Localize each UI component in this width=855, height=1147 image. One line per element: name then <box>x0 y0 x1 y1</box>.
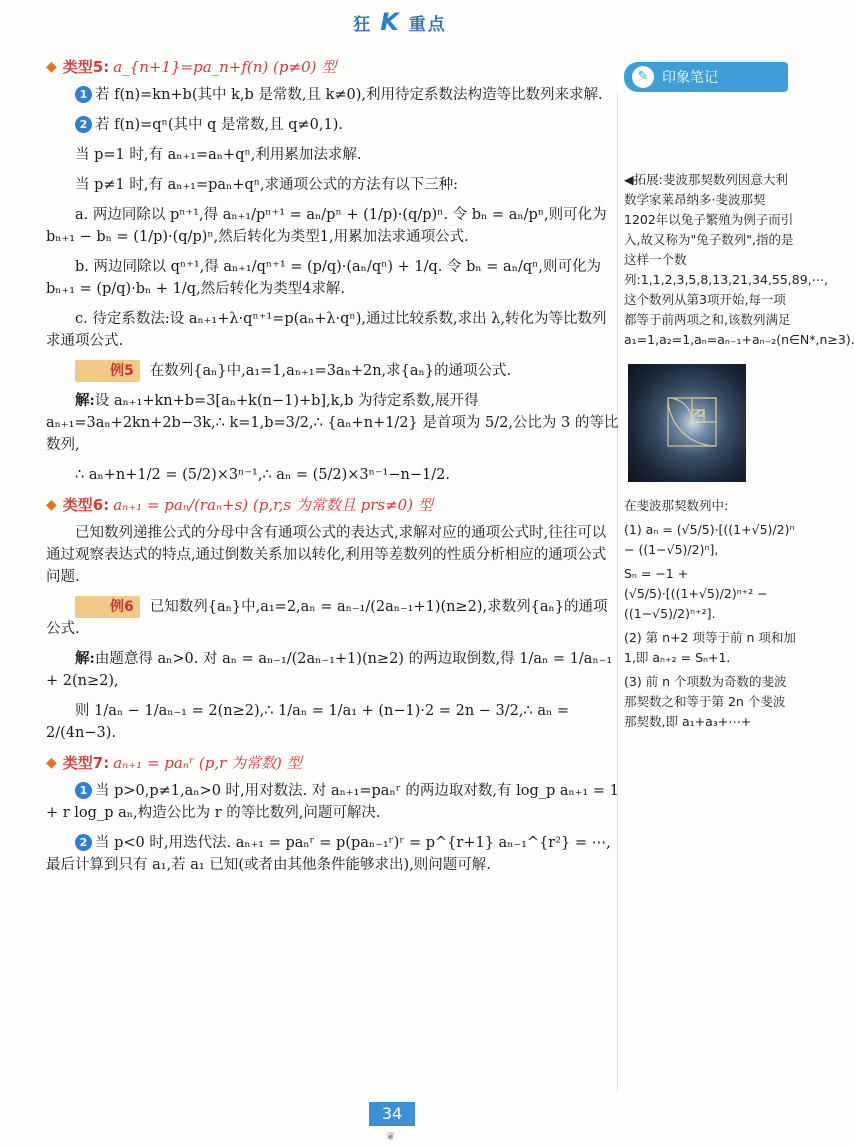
header-k-logo: K <box>380 8 401 36</box>
sidebar-fib-formula1: (1) aₙ = (√5/5)·[((1+√5)/2)ⁿ − ((1−√5)/2)ⁿ], <box>624 522 795 557</box>
type5-method-b: b. 两边同除以 qⁿ⁺¹,得 aₙ₊₁/qⁿ⁺¹ = (p/q)·(aₙ/qⁿ) + 1/q. 令 bₙ = aₙ/qⁿ,则可化为 bₙ₊₁ = (p/q)·bₙ + 1/q,然后转化为类型4求解. <box>46 259 602 297</box>
type5-p1-para <box>46 84 620 106</box>
type7-p2: 当 p<0 时,用迭代法. aₙ₊₁ = paₙʳ = p(paₙ₋₁ʳ)ʳ = p^{r+1} aₙ₋₁^{r²} = ⋯,最后计算到只有 a₁,若 a₁ 已知(或者由其他条件能够求出),则问题可解. <box>46 835 611 873</box>
num-2-icon: 2 <box>75 116 92 133</box>
bullet-arrow-icon: ◆ <box>46 755 57 771</box>
type5-p2-para <box>46 114 620 136</box>
example6-question <box>46 596 620 640</box>
num-1-icon: 1 <box>75 782 92 799</box>
notes-tag-label: 印象笔记 <box>662 70 718 86</box>
example5-sol-label: 解: <box>75 392 95 409</box>
type5-method-a: a. 两边同除以 pⁿ⁺¹,得 aₙ₊₁/pⁿ⁺¹ = aₙ/pⁿ + (1/p)·(q/p)ⁿ. 令 bₙ = aₙ/pⁿ,则可化为 bₙ₊₁ − bₙ = (1/p)·(q/p)ⁿ,然后转化为类型1,用累加法求通项公式. <box>46 207 607 245</box>
example5-text: 在数列{aₙ}中,a₁=1,aₙ₊₁=3aₙ+2n,求{aₙ}的通项公式. <box>149 363 512 379</box>
type5-p4: 当 p≠1 时,有 aₙ₊₁=paₙ+qⁿ,求通项公式的方法有以下三种: <box>75 177 459 193</box>
header-left: 狂 <box>353 15 373 35</box>
sidebar-text <box>624 170 855 732</box>
example5-sol1: 设 aₙ₊₁+kn+b=3[aₙ+k(n−1)+b],k,b 为待定系数,展开得 aₙ₊₁=3aₙ+2kn+2b−3k,∴ k=1,b=3/2,∴ {aₙ+n+1/2} 是首项为 5/2,公比为 3 的等比数列, <box>46 393 619 453</box>
sidebar-fib-property2: (2) 第 n+2 项等于前 n 项和加1,即 aₙ₊₂ = Sₙ+1. <box>624 630 796 665</box>
bullet-arrow-icon: ◆ <box>46 59 57 75</box>
notes-tag <box>624 62 788 92</box>
spiral-icon <box>628 364 746 482</box>
example5-solution1 <box>46 390 620 456</box>
type7-title: 类型7: <box>62 754 110 772</box>
sidebar-fib-heading: 在斐波那契数列中: <box>624 498 729 513</box>
main-column <box>46 52 620 884</box>
type7-heading <box>46 752 620 774</box>
sidebar-notes <box>624 62 855 736</box>
example6-text: 已知数列{aₙ}中,a₁=2,aₙ = aₙ₋₁/(2aₙ₋₁+1)(n≥2),求数列{aₙ}的通项公式. <box>46 599 608 637</box>
num-1-icon: 1 <box>75 86 92 103</box>
type7-formula: aₙ₊₁ = paₙʳ (p,r 为常数) 型 <box>113 754 302 772</box>
type7-p2-para <box>46 832 620 876</box>
type5-method-c: c. 待定系数法:设 aₙ₊₁+λ·qⁿ⁺¹=p(aₙ+λ·qⁿ),通过比较系数,求出 λ,转化为等比数列求通项公式. <box>46 311 607 349</box>
lightbulb-icon: ✎ <box>632 66 654 88</box>
fibonacci-spiral-image <box>628 364 746 482</box>
type6-formula: aₙ₊₁ = paₙ/(raₙ+s) (p,r,s 为常数且 prs≠0) 型 <box>113 496 433 514</box>
example6-sol-label: 解: <box>75 650 95 667</box>
sidebar-fib-property3: (3) 前 n 个项数为奇数的斐波那契数之和等于第 2n 个斐波那契数,即 a₁+a₃+⋯+ <box>624 674 787 729</box>
page-number: 34 <box>369 1102 415 1126</box>
num-2-icon: 2 <box>75 834 92 851</box>
type7-p1: 当 p>0,p≠1,aₙ>0 时,用对数法. 对 aₙ₊₁=paₙʳ 的两边取对数,有 log_p aₙ₊₁ = 1 + r log_p aₙ,构造公比为 r 的等比数列,问题可解决. <box>46 783 619 821</box>
example5-tag: 例5 <box>75 360 140 382</box>
type7-p1-para <box>46 780 620 824</box>
example6-solution1 <box>46 648 620 692</box>
type5-p1: 若 f(n)=kn+b(其中 k,b 是常数,且 k≠0),利用待定系数法构造等比数列来求解. <box>95 87 603 103</box>
page-header <box>0 8 800 36</box>
header-right: 重点 <box>408 15 447 35</box>
type6-title: 类型6: <box>62 496 110 514</box>
sidebar-fibonacci-intro: ◀拓展:斐波那契数列因意大利数学家莱昂纳多·斐波那契1202年以兔子繁殖为例子而引入,故又称为"兔子数列",指的是这样一个数列:1,1,2,3,5,8,13,21,34,55,89,⋯,这个数列从第3项开始,每一项都等于前两项之和,该数列满足 a₁=1,a₂=1,aₙ=aₙ₋₁+aₙ₋₂(n∈N*,n≥3). <box>624 172 855 347</box>
type5-p2: 若 f(n)=qⁿ(其中 q 是常数,且 q≠0,1). <box>95 117 343 133</box>
example5-question <box>46 360 620 382</box>
type5-title: 类型5: <box>62 58 110 76</box>
example6-tag: 例6 <box>75 596 140 618</box>
footer-decoration-icon: ❦ <box>386 1130 396 1143</box>
example6-sol1: 由题意得 aₙ>0. 对 aₙ = aₙ₋₁/(2aₙ₋₁+1)(n≥2) 的两边取倒数,得 1/aₙ = 1/aₙ₋₁ + 2(n≥2), <box>46 651 613 689</box>
type5-formula: a_{n+1}=pa_n+f(n) (p≠0) 型 <box>113 58 337 76</box>
bullet-arrow-icon: ◆ <box>46 497 57 513</box>
example5-sol2: ∴ aₙ+n+1/2 = (5/2)×3ⁿ⁻¹,∴ aₙ = (5/2)×3ⁿ⁻¹−n−1/2. <box>75 467 450 483</box>
example6-sol2: 则 1/aₙ − 1/aₙ₋₁ = 2(n≥2),∴ 1/aₙ = 1/a₁ + (n−1)·2 = 2n − 3/2,∴ aₙ = 2/(4n−3). <box>46 703 570 741</box>
sidebar-fib-formula2: Sₙ = −1 + (√5/5)·[((1+√5)/2)ⁿ⁺² − ((1−√5)/2)ⁿ⁺²]. <box>624 566 768 621</box>
type5-p3: 当 p=1 时,有 aₙ₊₁=aₙ+qⁿ,利用累加法求解. <box>75 147 362 163</box>
type6-paragraph: 已知数列递推公式的分母中含有通项公式的表达式,求解对应的通项公式时,往往可以通过观察表达式的特点,通过倒数关系加以转化,利用等差数列的性质分析相应的通项公式问题. <box>46 525 607 585</box>
type6-heading <box>46 494 620 516</box>
type5-heading <box>46 56 620 78</box>
